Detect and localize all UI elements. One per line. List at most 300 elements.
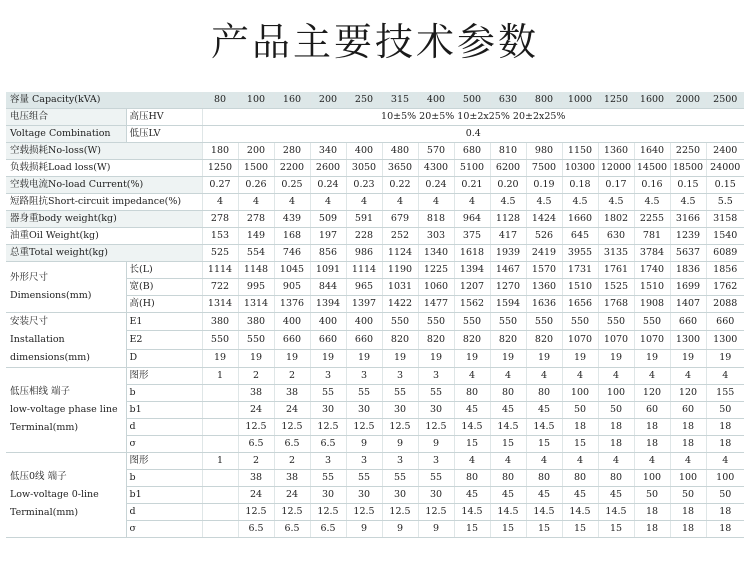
dimensions-label: [6, 262, 126, 313]
param-value: 439: [274, 211, 310, 228]
lv-phase-terminal-value: 80: [454, 385, 490, 402]
dimensions-value: 1045: [274, 262, 310, 279]
dimensions-value: 1394: [310, 296, 346, 313]
group-label-line: 低压相线 端子: [10, 386, 71, 397]
lv-phase-terminal-value: 4: [670, 368, 706, 385]
param-value: 630: [598, 228, 634, 245]
param-value: 2419: [526, 245, 562, 262]
capacity-value: 100: [238, 92, 274, 109]
param-value: 1618: [454, 245, 490, 262]
param-value: 1340: [418, 245, 454, 262]
dimensions-value: 1768: [598, 296, 634, 313]
lv-phase-terminal-value: 155: [706, 385, 744, 402]
param-value: 1239: [670, 228, 706, 245]
installation-value: 820: [418, 331, 454, 349]
param-value: 526: [526, 228, 562, 245]
param-row: [6, 245, 744, 262]
param-value: 818: [418, 211, 454, 228]
lv-phase-terminal-value: 9: [346, 436, 382, 453]
group-label-line: dimensions(mm): [10, 352, 90, 363]
lv-zero-terminal-value: 15: [454, 521, 490, 538]
lv-zero-terminal-value: 18: [634, 521, 670, 538]
lv-zero-terminal-value: 55: [382, 470, 418, 487]
lv-zero-terminal-value: 4: [598, 453, 634, 470]
lv-zero-terminal-value: 4: [454, 453, 490, 470]
installation-sub-label: E1: [126, 313, 202, 331]
lv-phase-terminal-value: 18: [598, 419, 634, 436]
param-value: 14500: [634, 160, 670, 177]
lv-phase-terminal-value: 15: [562, 436, 598, 453]
param-value: 2200: [274, 160, 310, 177]
lv-zero-terminal-value: 15: [490, 521, 526, 538]
param-value: 2400: [706, 143, 744, 160]
lv-zero-terminal-value: 12.5: [382, 504, 418, 521]
lv-zero-terminal-value: 14.5: [598, 504, 634, 521]
installation-value: 550: [598, 313, 634, 331]
dimensions-value: 1477: [418, 296, 454, 313]
param-value: 400: [346, 143, 382, 160]
installation-value: 380: [202, 313, 238, 331]
installation-value: 19: [418, 349, 454, 367]
param-value: 5637: [670, 245, 706, 262]
capacity-value: 800: [526, 92, 562, 109]
lv-zero-terminal-value: 24: [274, 487, 310, 504]
lv-phase-terminal-value: 6.5: [310, 436, 346, 453]
lv-phase-terminal-value: 12.5: [382, 419, 418, 436]
param-row: [6, 211, 744, 228]
param-value: 4.5: [598, 194, 634, 211]
param-row: [6, 228, 744, 245]
dimensions-value: 844: [310, 279, 346, 296]
group-label-line: 低压0线 端子: [10, 471, 67, 482]
installation-sub-label: E2: [126, 331, 202, 349]
lv-zero-terminal-value: [202, 470, 238, 487]
param-value: 0.15: [670, 177, 706, 194]
param-value: 3166: [670, 211, 706, 228]
lv-zero-terminal-value: 45: [598, 487, 634, 504]
lv-zero-terminal-value: 2: [238, 453, 274, 470]
lv-phase-terminal-value: 55: [382, 385, 418, 402]
lv-zero-terminal-value: 4: [562, 453, 598, 470]
param-value: 986: [346, 245, 382, 262]
installation-value: 660: [274, 331, 310, 349]
installation-value: 550: [634, 313, 670, 331]
lv-phase-terminal-sub-label: b1: [126, 402, 202, 419]
capacity-value: 2000: [670, 92, 706, 109]
lv-phase-terminal-value: 45: [454, 402, 490, 419]
param-value: 228: [346, 228, 382, 245]
lv-zero-terminal-value: 18: [670, 504, 706, 521]
lv-zero-terminal-value: 100: [634, 470, 670, 487]
param-value: 200: [238, 143, 274, 160]
installation-value: 19: [670, 349, 706, 367]
dimensions-sub-label: 宽(B): [126, 279, 202, 296]
param-value: 7500: [526, 160, 562, 177]
dimensions-value: 1636: [526, 296, 562, 313]
lv-zero-terminal-value: 6.5: [310, 521, 346, 538]
capacity-value: 200: [310, 92, 346, 109]
lv-zero-terminal-value: 18: [706, 521, 744, 538]
lv-phase-terminal-value: 4: [562, 368, 598, 385]
param-value: 2255: [634, 211, 670, 228]
lv-zero-terminal-value: 55: [310, 470, 346, 487]
lv-phase-terminal-value: 2: [238, 368, 274, 385]
lv-zero-terminal-value: 12.5: [274, 504, 310, 521]
dimensions-value: 1467: [490, 262, 526, 279]
lv-zero-terminal-value: 4: [670, 453, 706, 470]
lv-phase-terminal-sub-label: σ: [126, 436, 202, 453]
dimensions-value: 1570: [526, 262, 562, 279]
param-value: 570: [418, 143, 454, 160]
lv-zero-terminal-value: 4: [490, 453, 526, 470]
installation-value: 19: [382, 349, 418, 367]
capacity-value: 1000: [562, 92, 598, 109]
lv-phase-terminal-sub-label: 图形: [126, 368, 202, 385]
dimensions-value: 1376: [274, 296, 310, 313]
lv-phase-terminal-value: 50: [706, 402, 744, 419]
installation-label: [6, 313, 126, 368]
lv-zero-terminal-value: 14.5: [454, 504, 490, 521]
lv-phase-terminal-value: 80: [490, 385, 526, 402]
lv-zero-terminal-value: 50: [670, 487, 706, 504]
dimensions-value: 1225: [418, 262, 454, 279]
param-value: 0.24: [310, 177, 346, 194]
param-value: 4: [346, 194, 382, 211]
param-value: 0.22: [382, 177, 418, 194]
param-value: 525: [202, 245, 238, 262]
installation-value: 19: [706, 349, 744, 367]
param-label: 油重Oil Weight(kg): [6, 228, 202, 245]
param-value: 4: [202, 194, 238, 211]
spec-table: [6, 92, 744, 538]
installation-value: 19: [598, 349, 634, 367]
param-value: 149: [238, 228, 274, 245]
param-label: 空载损耗No-loss(W): [6, 143, 202, 160]
dimensions-value: 2088: [706, 296, 744, 313]
installation-sub-label: D: [126, 349, 202, 367]
param-value: 0.17: [598, 177, 634, 194]
dimensions-value: 722: [202, 279, 238, 296]
capacity-value: 630: [490, 92, 526, 109]
param-label: 空载电流No-load Current(%): [6, 177, 202, 194]
lv-zero-terminal-value: 3: [346, 453, 382, 470]
dimensions-value: 1699: [670, 279, 706, 296]
lv-zero-terminal-value: 18: [706, 504, 744, 521]
dimensions-value: 1207: [454, 279, 490, 296]
lv-zero-terminal-value: 55: [346, 470, 382, 487]
lv-zero-terminal-value: [202, 521, 238, 538]
installation-value: 19: [634, 349, 670, 367]
dimensions-value: 1908: [634, 296, 670, 313]
lv-phase-terminal-value: 60: [670, 402, 706, 419]
lv-zero-terminal-value: 14.5: [526, 504, 562, 521]
dimensions-value: 1510: [634, 279, 670, 296]
installation-value: 660: [706, 313, 744, 331]
lv-phase-terminal-value: 18: [706, 436, 744, 453]
lv-zero-terminal-value: 45: [562, 487, 598, 504]
lv-phase-terminal-value: 15: [490, 436, 526, 453]
param-value: 1124: [382, 245, 418, 262]
installation-value: 550: [238, 331, 274, 349]
lv-phase-terminal-value: 4: [526, 368, 562, 385]
param-value: 3158: [706, 211, 744, 228]
installation-value: 660: [670, 313, 706, 331]
lv-zero-terminal-value: 30: [418, 487, 454, 504]
installation-value: 19: [310, 349, 346, 367]
installation-value: 19: [526, 349, 562, 367]
lv-phase-terminal-value: 55: [418, 385, 454, 402]
dimensions-value: 1856: [706, 262, 744, 279]
lv-zero-terminal-sub-label: b1: [126, 487, 202, 504]
installation-value: 400: [310, 313, 346, 331]
param-value: 746: [274, 245, 310, 262]
param-value: 0.21: [454, 177, 490, 194]
installation-value: 550: [562, 313, 598, 331]
param-value: 1150: [562, 143, 598, 160]
lv-zero-terminal-value: 15: [598, 521, 634, 538]
dimensions-value: 1314: [202, 296, 238, 313]
lv-zero-terminal-value: 30: [346, 487, 382, 504]
lv-phase-terminal-value: 18: [598, 436, 634, 453]
param-value: 1939: [490, 245, 526, 262]
installation-value: 1300: [670, 331, 706, 349]
capacity-value: 315: [382, 92, 418, 109]
param-value: 417: [490, 228, 526, 245]
installation-value: 1070: [598, 331, 634, 349]
lv-phase-terminal-value: 4: [454, 368, 490, 385]
dimensions-sub-label: 长(L): [126, 262, 202, 279]
lv-phase-terminal-value: 6.5: [238, 436, 274, 453]
param-value: 0.15: [706, 177, 744, 194]
lv-zero-terminal-value: 4: [526, 453, 562, 470]
lv-zero-terminal-value: 18: [634, 504, 670, 521]
param-value: 3955: [562, 245, 598, 262]
param-value: 1640: [634, 143, 670, 160]
lv-zero-terminal-value: 50: [634, 487, 670, 504]
dimensions-value: 1422: [382, 296, 418, 313]
lv-zero-terminal-value: 9: [382, 521, 418, 538]
lv-zero-terminal-sub-label: σ: [126, 521, 202, 538]
lv-phase-terminal-value: 18: [670, 419, 706, 436]
lv-phase-terminal-value: 14.5: [526, 419, 562, 436]
group-label-line: Low-voltage 0-line: [10, 489, 99, 500]
lv-zero-terminal-value: 12.5: [310, 504, 346, 521]
lv-phase-terminal-value: 50: [562, 402, 598, 419]
param-value: 4: [454, 194, 490, 211]
installation-value: 400: [346, 313, 382, 331]
param-value: 4.5: [526, 194, 562, 211]
dimensions-value: 1562: [454, 296, 490, 313]
lv-phase-terminal-value: 12.5: [274, 419, 310, 436]
installation-value: 550: [454, 313, 490, 331]
dimensions-value: 1407: [670, 296, 706, 313]
installation-value: 820: [454, 331, 490, 349]
header-row: [6, 92, 744, 109]
param-value: 278: [202, 211, 238, 228]
lv-phase-terminal-value: 1: [202, 368, 238, 385]
installation-value: 19: [490, 349, 526, 367]
lv-zero-terminal-value: 80: [598, 470, 634, 487]
dimensions-value: 1525: [598, 279, 634, 296]
lv-zero-terminal-value: 80: [454, 470, 490, 487]
lv-value: 0.4: [202, 126, 744, 143]
param-value: 1540: [706, 228, 744, 245]
dimensions-value: 1740: [634, 262, 670, 279]
param-value: 5100: [454, 160, 490, 177]
lv-zero-terminal-value: 24: [238, 487, 274, 504]
dimensions-value: 905: [274, 279, 310, 296]
param-value: 4.5: [634, 194, 670, 211]
param-value: 0.27: [202, 177, 238, 194]
lv-zero-terminal-value: 45: [490, 487, 526, 504]
installation-value: 550: [382, 313, 418, 331]
lv-zero-terminal-value: 14.5: [490, 504, 526, 521]
lv-zero-terminal-sub-label: 图形: [126, 453, 202, 470]
lv-phase-terminal-value: 45: [490, 402, 526, 419]
lv-phase-terminal-value: 12.5: [238, 419, 274, 436]
installation-value: 19: [274, 349, 310, 367]
lv-phase-terminal-sub-label: b: [126, 385, 202, 402]
param-value: 3135: [598, 245, 634, 262]
dimensions-value: 1091: [310, 262, 346, 279]
hv-label: 高压HV: [126, 109, 202, 126]
dimensions-value: 1360: [526, 279, 562, 296]
param-value: 645: [562, 228, 598, 245]
lv-phase-terminal-row: [6, 368, 744, 385]
lv-phase-terminal-value: 18: [634, 436, 670, 453]
voltage-label-en: Voltage Combination: [6, 126, 126, 143]
installation-row: [6, 313, 744, 331]
dimensions-value: 1594: [490, 296, 526, 313]
lv-phase-terminal-value: 24: [274, 402, 310, 419]
voltage-label: 电压组合: [6, 109, 126, 126]
lv-phase-terminal-value: 30: [418, 402, 454, 419]
lv-zero-terminal-value: 50: [706, 487, 744, 504]
capacity-value: 2500: [706, 92, 744, 109]
lv-phase-terminal-value: 9: [418, 436, 454, 453]
dimensions-value: 1510: [562, 279, 598, 296]
lv-zero-terminal-value: 80: [562, 470, 598, 487]
lv-zero-terminal-value: 3: [310, 453, 346, 470]
group-label-line: Terminal(mm): [10, 422, 79, 433]
param-value: 0.23: [346, 177, 382, 194]
param-value: 180: [202, 143, 238, 160]
group-label-line: 外形尺寸: [10, 272, 49, 283]
dimensions-value: 1190: [382, 262, 418, 279]
dimensions-value: 1114: [202, 262, 238, 279]
lv-zero-terminal-value: [202, 504, 238, 521]
lv-zero-terminal-value: 9: [346, 521, 382, 538]
param-value: 4.5: [670, 194, 706, 211]
lv-zero-terminal-value: 2: [274, 453, 310, 470]
group-label-line: Terminal(mm): [10, 507, 79, 518]
lv-phase-terminal-value: 3: [418, 368, 454, 385]
param-value: 0.24: [418, 177, 454, 194]
param-label: 负载损耗Load loss(W): [6, 160, 202, 177]
lv-zero-terminal-value: 15: [526, 521, 562, 538]
lv-phase-terminal-value: 4: [634, 368, 670, 385]
lv-phase-terminal-value: 38: [238, 385, 274, 402]
dimensions-sub-label: 高(H): [126, 296, 202, 313]
lv-zero-terminal-value: 4: [706, 453, 744, 470]
lv-zero-terminal-value: 3: [382, 453, 418, 470]
lv-phase-terminal-value: [202, 402, 238, 419]
param-value: 4: [418, 194, 454, 211]
dimensions-value: 1270: [490, 279, 526, 296]
installation-value: 19: [454, 349, 490, 367]
dimensions-value: 1397: [346, 296, 382, 313]
param-value: 781: [634, 228, 670, 245]
installation-value: 550: [202, 331, 238, 349]
lv-zero-terminal-value: 18: [670, 521, 706, 538]
installation-value: 660: [310, 331, 346, 349]
param-value: 0.26: [238, 177, 274, 194]
lv-phase-terminal-value: 3: [310, 368, 346, 385]
installation-value: 820: [490, 331, 526, 349]
param-value: 4.5: [562, 194, 598, 211]
param-value: 4: [238, 194, 274, 211]
lv-zero-terminal-value: 6.5: [238, 521, 274, 538]
lv-zero-terminal-value: 45: [454, 487, 490, 504]
lv-zero-terminal-value: 80: [526, 470, 562, 487]
installation-value: 19: [202, 349, 238, 367]
lv-phase-terminal-value: 4: [706, 368, 744, 385]
lv-phase-terminal-value: 30: [346, 402, 382, 419]
param-value: 303: [418, 228, 454, 245]
capacity-value: 160: [274, 92, 310, 109]
installation-value: 19: [346, 349, 382, 367]
dimensions-value: 1762: [706, 279, 744, 296]
param-value: 980: [526, 143, 562, 160]
lv-phase-terminal-value: 50: [598, 402, 634, 419]
lv-phase-terminal-value: 55: [346, 385, 382, 402]
param-value: 10300: [562, 160, 598, 177]
param-value: 4: [382, 194, 418, 211]
lv-phase-terminal-value: 24: [238, 402, 274, 419]
lv-zero-terminal-value: 30: [310, 487, 346, 504]
param-value: 856: [310, 245, 346, 262]
lv-zero-terminal-value: 55: [418, 470, 454, 487]
lv-zero-terminal-value: 14.5: [562, 504, 598, 521]
installation-value: 550: [490, 313, 526, 331]
param-row: [6, 194, 744, 211]
lv-zero-terminal-label: [6, 453, 126, 538]
installation-value: 1300: [706, 331, 744, 349]
installation-value: 1070: [634, 331, 670, 349]
installation-value: 660: [346, 331, 382, 349]
group-label-line: Dimensions(mm): [10, 290, 92, 301]
lv-phase-terminal-value: 18: [670, 436, 706, 453]
capacity-value: 400: [418, 92, 454, 109]
param-value: 168: [274, 228, 310, 245]
lv-phase-terminal-sub-label: d: [126, 419, 202, 436]
param-value: 509: [310, 211, 346, 228]
lv-zero-terminal-value: 38: [274, 470, 310, 487]
param-value: 24000: [706, 160, 744, 177]
lv-zero-terminal-value: 6.5: [274, 521, 310, 538]
lv-zero-terminal-value: 38: [238, 470, 274, 487]
param-value: 6200: [490, 160, 526, 177]
lv-phase-terminal-value: 6.5: [274, 436, 310, 453]
param-value: 375: [454, 228, 490, 245]
installation-value: 19: [238, 349, 274, 367]
lv-phase-terminal-label: [6, 368, 126, 453]
param-value: 153: [202, 228, 238, 245]
lv-zero-terminal-value: 15: [562, 521, 598, 538]
lv-phase-terminal-value: 14.5: [490, 419, 526, 436]
dimensions-row: [6, 262, 744, 279]
hv-value: 10±5% 20±5% 10±2x25% 20±2x25%: [202, 109, 744, 126]
